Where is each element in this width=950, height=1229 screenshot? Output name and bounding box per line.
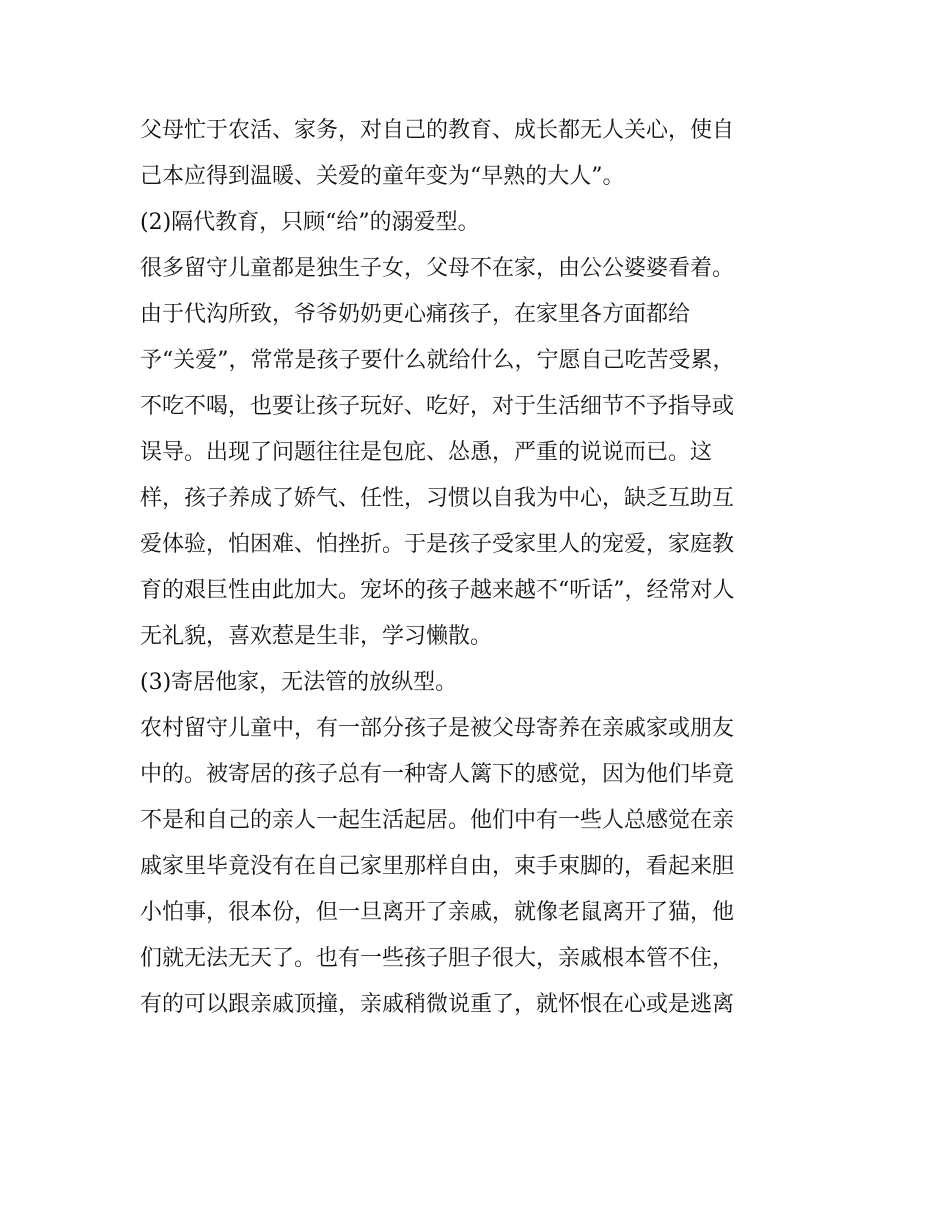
text-line: 爱体验，怕困难、怕挫折。于是孩子受家里人的宠爱，家庭教 [140, 532, 735, 557]
section-heading: (2)隔代教育，只顾“给”的溺爱型。 [140, 210, 480, 235]
text-line: 予“关爱”，常常是孩子要什么就给什么，宁愿自己吃苦受累， [140, 348, 735, 373]
text-line: 不是和自己的亲人一起生活起居。他们中有一些人总感觉在亲 [140, 808, 735, 833]
text-line: 不吃不喝，也要让孩子玩好、吃好，对于生活细节不予指导或 [140, 394, 735, 419]
text-line: 误导。出现了问题往往是包庇、怂恿，严重的说说而已。这 [140, 440, 713, 465]
text-line: 中的。被寄居的孩子总有一种寄人篱下的感觉，因为他们毕竟 [140, 762, 735, 787]
text-line: 农村留守儿童中，有一部分孩子是被父母寄养在亲戚家或朋友 [140, 716, 735, 741]
text-line: 无礼貌，喜欢惹是生非，学习懒散。 [140, 624, 493, 649]
section-heading: (3)寄居他家，无法管的放纵型。 [140, 670, 458, 695]
text-line: 样，孩子养成了娇气、任性，习惯以自我为中心，缺乏互助互 [140, 486, 735, 511]
text-line: 很多留守儿童都是独生子女，父母不在家，由公公婆婆看着。 [140, 256, 735, 281]
text-line: 由于代沟所致，爷爷奶奶更心痛孩子，在家里各方面都给 [140, 302, 691, 327]
text-line: 育的艰巨性由此加大。宠坏的孩子越来越不“听话”，经常对人 [140, 578, 735, 603]
text-line: 父母忙于农活、家务，对自己的教育、成长都无人关心，使自 [140, 118, 735, 143]
body-text [140, 108, 820, 1028]
text-line: 戚家里毕竟没有在自己家里那样自由，束手束脚的，看起来胆 [140, 854, 735, 879]
text-line: 们就无法无天了。也有一些孩子胆子很大，亲戚根本管不住， [140, 946, 735, 971]
text-line: 有的可以跟亲戚顶撞，亲戚稍微说重了，就怀恨在心或是逃离 [140, 992, 735, 1017]
text-line: 己本应得到温暖、关爱的童年变为“早熟的大人”。 [140, 164, 625, 189]
text-line: 小怕事，很本份，但一旦离开了亲戚，就像老鼠离开了猫，他 [140, 900, 735, 925]
